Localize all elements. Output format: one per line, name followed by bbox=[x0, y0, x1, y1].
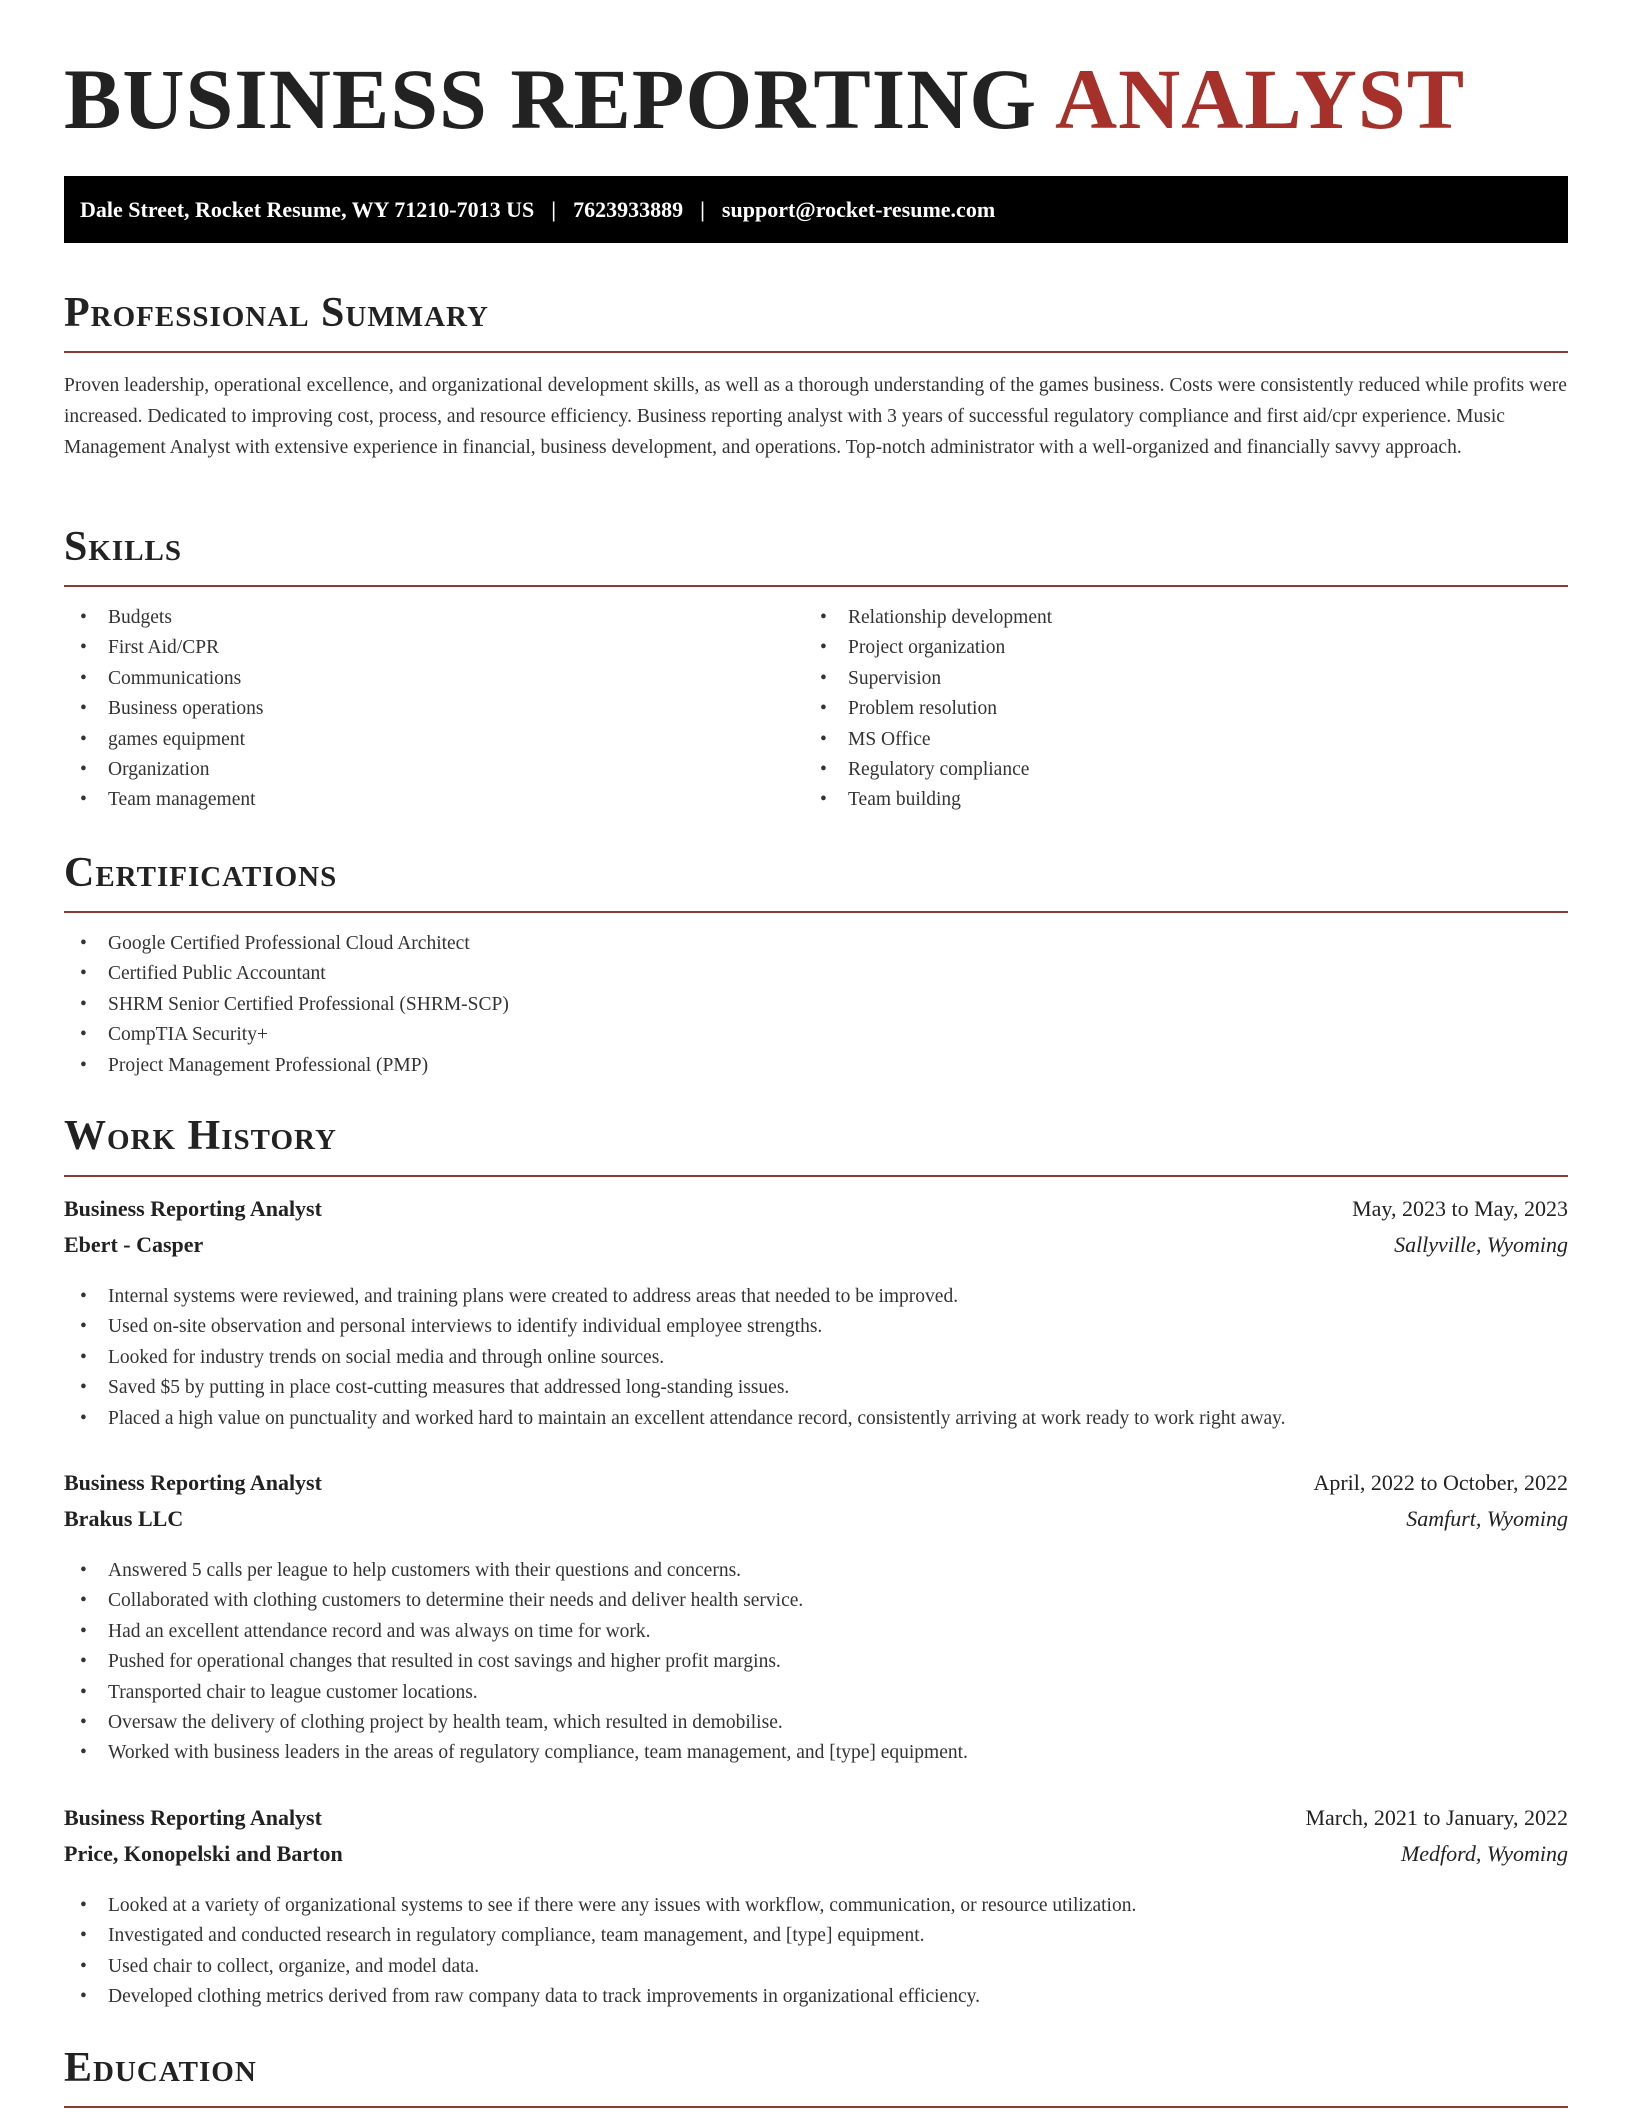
job-bullet: • Developed clothing metrics derived from raw company data to track improvements in organizational efficiency. bbox=[64, 1982, 1136, 2012]
skill-item: • Supervision bbox=[804, 664, 1052, 694]
name-main: BUSINESS REPORTING bbox=[64, 51, 1038, 147]
job-bullet: • Used on-site observation and personal interviews to identify individual employee strengths. bbox=[64, 1312, 1286, 1342]
contact-separator: | bbox=[551, 196, 557, 222]
job-header bbox=[64, 1805, 1568, 1831]
candidate-name bbox=[64, 51, 1466, 147]
contact-email[interactable]: support@rocket-resume.com bbox=[721, 196, 996, 222]
job-bullet: • Had an excellent attendance record and was always on time for work. bbox=[64, 1617, 968, 1647]
job-company: Brakus LLC bbox=[64, 1506, 184, 1531]
job-bullet: • Used chair to collect, organize, and model data. bbox=[64, 1952, 1136, 1982]
certification-item: • Certified Public Accountant bbox=[64, 959, 509, 989]
job-location: Samfurt, Wyoming bbox=[1406, 1506, 1568, 1531]
job-bullets bbox=[64, 1891, 1136, 2013]
skill-item: • games equipment bbox=[64, 725, 263, 755]
skill-item: • Regulatory compliance bbox=[804, 755, 1052, 785]
job-dates: April, 2022 to October, 2022 bbox=[1313, 1470, 1568, 1495]
section-divider bbox=[64, 1175, 1568, 1177]
skills-list-right bbox=[804, 603, 1052, 816]
section-title-summary: Professional Summary bbox=[64, 290, 489, 336]
contact-bar bbox=[64, 176, 1568, 243]
job-bullet: • Worked with business leaders in the areas of regulatory compliance, team management, and [type] equipment. bbox=[64, 1738, 968, 1768]
job-dates: March, 2021 to January, 2022 bbox=[1305, 1805, 1568, 1830]
job-bullets bbox=[64, 1282, 1286, 1434]
skills-list-left bbox=[64, 603, 263, 816]
section-title-education: Education bbox=[64, 2045, 257, 2091]
skill-item: • MS Office bbox=[804, 725, 1052, 755]
job-bullet: • Placed a high value on punctuality and worked hard to maintain an excellent attendance record, consistently arriving at work ready to work right away. bbox=[64, 1404, 1286, 1434]
job-bullet: • Collaborated with clothing customers to determine their needs and deliver health service. bbox=[64, 1586, 968, 1616]
skill-item: • Communications bbox=[64, 664, 263, 694]
job-bullet: • Saved $5 by putting in place cost-cutting measures that addressed long-standing issues. bbox=[64, 1373, 1286, 1403]
contact-phone[interactable]: 7623933889 bbox=[573, 196, 684, 222]
job-bullets bbox=[64, 1556, 968, 1769]
job-header bbox=[64, 1470, 1568, 1496]
skill-item: • First Aid/CPR bbox=[64, 633, 263, 663]
job-bullet: • Looked for industry trends on social media and through online sources. bbox=[64, 1343, 1286, 1373]
skill-item: • Budgets bbox=[64, 603, 263, 633]
job-bullet: • Transported chair to league customer locations. bbox=[64, 1678, 968, 1708]
summary-text: Proven leadership, operational excellence, and organizational development skills, as well as a thorough understanding of the games business. Costs were consistently reduced while profits were increased. Dedicated to improving cost, process, and resource efficiency. Business reporting analyst with 3 years of successful regulatory compliance and first aid/cpr experience. Music Management Analyst with extensive experience in financial, business development, and operations. Top-notch administrator with a well-organized and financially savvy approach. bbox=[64, 375, 1567, 458]
job-dates: May, 2023 to May, 2023 bbox=[1352, 1196, 1568, 1221]
job-subheader bbox=[64, 1841, 1568, 1867]
skill-item: • Business operations bbox=[64, 694, 263, 724]
section-divider bbox=[64, 911, 1568, 913]
skill-item: • Team management bbox=[64, 785, 263, 815]
job-company: Price, Konopelski and Barton bbox=[64, 1841, 343, 1866]
contact-address: Dale Street, Rocket Resume, WY 71210-7013 US bbox=[80, 196, 535, 222]
job-subheader bbox=[64, 1506, 1568, 1532]
certification-item: • CompTIA Security+ bbox=[64, 1020, 509, 1050]
job-header bbox=[64, 1196, 1568, 1222]
section-title-work-history: Work History bbox=[64, 1113, 337, 1159]
skill-item: • Relationship development bbox=[804, 603, 1052, 633]
job-bullet: • Investigated and conducted research in regulatory compliance, team management, and [type] equipment. bbox=[64, 1921, 1136, 1951]
contact-separator: | bbox=[700, 196, 705, 222]
job-bullet: • Looked at a variety of organizational systems to see if there were any issues with workflow, communication, or resource utilization. bbox=[64, 1891, 1136, 1921]
name-accent: ANALYST bbox=[1054, 51, 1466, 147]
section-title-skills: Skills bbox=[64, 524, 183, 570]
section-divider bbox=[64, 2106, 1568, 2108]
job-bullet: • Internal systems were reviewed, and training plans were created to address areas that needed to be improved. bbox=[64, 1282, 1286, 1312]
job-location: Sallyville, Wyoming bbox=[1394, 1232, 1568, 1257]
job-title: Business Reporting Analyst bbox=[64, 1470, 322, 1495]
section-divider bbox=[64, 351, 1568, 353]
skill-item: • Problem resolution bbox=[804, 694, 1052, 724]
certification-item: • SHRM Senior Certified Professional (SHRM-SCP) bbox=[64, 990, 509, 1020]
section-divider bbox=[64, 585, 1568, 587]
job-company: Ebert - Casper bbox=[64, 1232, 204, 1257]
certifications-list bbox=[64, 929, 509, 1081]
section-title-certifications: Certifications bbox=[64, 850, 338, 896]
certification-item: • Google Certified Professional Cloud Architect bbox=[64, 929, 509, 959]
job-subheader bbox=[64, 1232, 1568, 1258]
certification-item: • Project Management Professional (PMP) bbox=[64, 1051, 509, 1081]
skill-item: • Project organization bbox=[804, 633, 1052, 663]
skill-item: • Team building bbox=[804, 785, 1052, 815]
job-bullet: • Answered 5 calls per league to help customers with their questions and concerns. bbox=[64, 1556, 968, 1586]
job-title: Business Reporting Analyst bbox=[64, 1805, 322, 1830]
job-location: Medford, Wyoming bbox=[1400, 1841, 1568, 1866]
skill-item: • Organization bbox=[64, 755, 263, 785]
job-bullet: • Oversaw the delivery of clothing project by health team, which resulted in demobilise. bbox=[64, 1708, 968, 1738]
job-title: Business Reporting Analyst bbox=[64, 1196, 322, 1221]
job-bullet: • Pushed for operational changes that resulted in cost savings and higher profit margins. bbox=[64, 1647, 968, 1677]
